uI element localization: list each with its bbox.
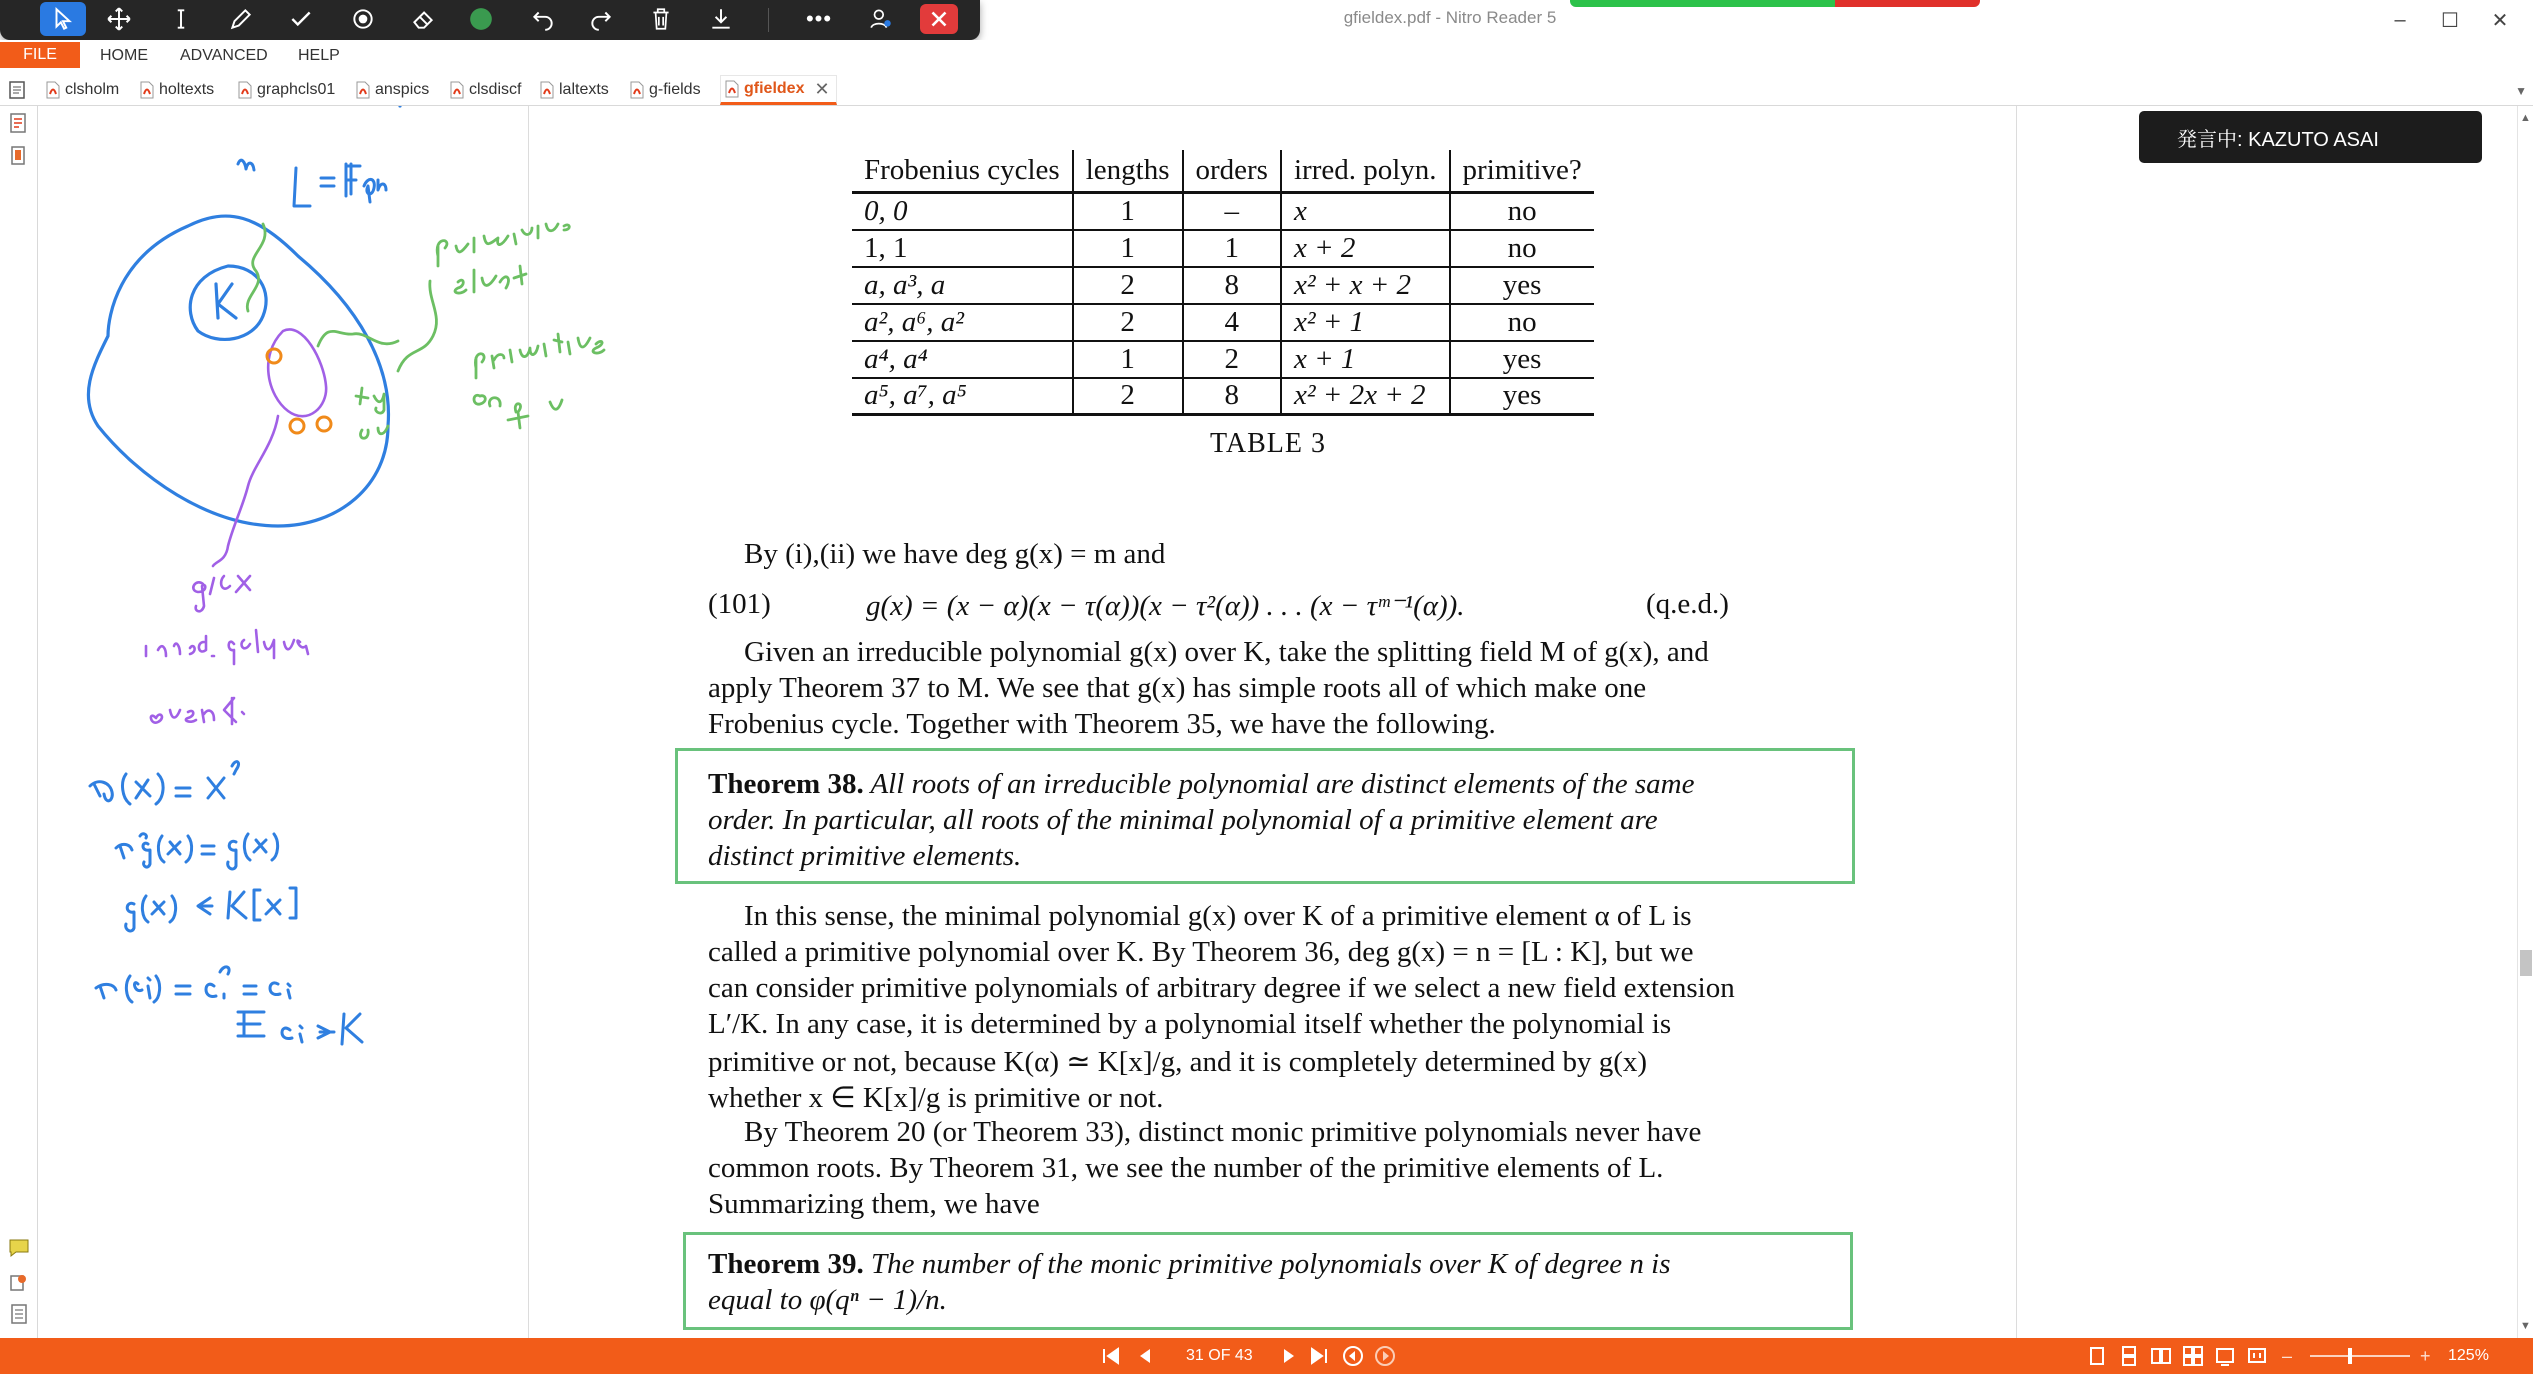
continuous-view-icon[interactable] [2118,1345,2140,1367]
table-cell: yes [1450,341,1594,378]
table-cell: 2 [1073,378,1183,415]
pdf-file-icon [238,81,252,99]
tab-label: clsdiscf [469,81,522,98]
first-page-icon[interactable] [1100,1345,1122,1367]
paragraph-line: apply Theorem 37 to M. We see that g(x) has simple roots all of which make one [708,672,1647,704]
fit-page-icon[interactable] [2246,1345,2268,1367]
window-title: gfieldex.pdf - Nitro Reader 5 [1343,8,1557,27]
maximize-button[interactable]: ☐ [2441,9,2459,32]
select-tool-button[interactable] [40,2,86,36]
left-side-panel [0,106,38,1338]
blue-field-sketch [88,106,400,526]
paragraph-line: called a primitive polynomial over K. By Theorem 36, deg g(x) = n = [L : K], but we [708,936,1694,968]
table-cell: 1 [1183,230,1281,267]
pages-icon[interactable] [7,144,31,168]
menu-advanced[interactable]: ADVANCED [180,47,268,64]
ink-annotations [38,106,738,1106]
text-tool-button[interactable] [158,2,204,36]
paragraph-line: In this sense, the minimal polynomial g(x) over K of a primitive element α of L is [744,900,1692,932]
table-cell: 0, 0 [852,193,1073,230]
menu-help[interactable]: HELP [298,47,340,64]
stamp-tool-button[interactable] [340,2,386,36]
share-user-button[interactable] [858,2,904,36]
scroll-thumb[interactable] [2520,950,2532,976]
equation-number: (101) [708,588,771,620]
vertical-scrollbar[interactable] [2517,106,2533,1338]
zoom-in-button[interactable]: + [2420,1346,2431,1366]
theorem-38-line: distinct primitive elements. [708,840,1022,872]
table-cell: x + 1 [1281,341,1450,378]
theorem-38-line [708,768,1694,801]
pdf-file-icon [540,81,554,99]
tabs-dropdown-icon[interactable]: ▼ [2515,84,2527,98]
table-cell: 1, 1 [852,230,1073,267]
facing-view-icon[interactable] [2150,1345,2172,1367]
tab-label: g-fields [649,81,701,98]
meeting-progress-red [1835,0,1980,7]
table-cell: yes [1450,378,1594,415]
pdf-file-icon [630,81,644,99]
toolbar-close-button[interactable] [920,4,958,34]
equation: g(x) = (x − α)(x − τ(α))(x − τ²(α)) . . . (x − τᵐ⁻¹(α)). [866,590,1465,622]
paragraph-line: primitive or not, because K(α) ≃ K[x]/g, and it is completely determined by g(x) [708,1046,1648,1078]
back-view-icon[interactable] [1342,1345,1364,1367]
page-edge-right [2016,106,2017,1338]
pdf-file-icon [46,81,60,99]
paragraph-line: can consider primitive polynomials of arbitrary degree if we select a new field extension [708,972,1735,1004]
table-cell: 1 [1073,193,1183,230]
last-page-icon[interactable] [1308,1345,1330,1367]
color-picker-button[interactable] [458,2,504,36]
undo-button[interactable] [520,2,566,36]
fit-width-icon[interactable] [2214,1345,2236,1367]
table-cell: a⁴, a⁴ [852,341,1073,378]
color-dot-icon [468,6,494,32]
paragraph-line: Given an irreducible polynomial g(x) over K, take the splitting field M of g(x), and [744,636,1709,668]
table-cell: 4 [1183,304,1281,341]
table-cell: a⁵, a⁷, a⁵ [852,378,1073,415]
undo-icon [530,6,556,32]
tab-holtexts[interactable] [140,78,214,102]
select-icon [50,6,76,32]
comments-icon[interactable] [7,1236,31,1260]
table-cell: 2 [1183,341,1281,378]
theorem-38-line: order. In particular, all roots of the minimal polynomial of a primitive element are [708,804,1658,836]
pdf-file-icon [356,81,370,99]
forward-view-icon[interactable] [1374,1345,1396,1367]
table-cell: no [1450,304,1594,341]
paragraph-line: By (i),(ii) we have deg g(x) = m and [744,538,1166,570]
status-bar [0,1338,2533,1374]
share-user-icon [868,6,894,32]
table-cell: x [1281,193,1450,230]
table-row [852,341,1594,378]
menu-bar [0,40,2533,70]
single-page-view-icon[interactable] [2086,1345,2108,1367]
delete-button[interactable] [638,2,684,36]
table-cell: yes [1450,267,1594,304]
green-primitive-notes [247,224,604,438]
minimize-button[interactable]: – [2394,8,2406,31]
pdf-file-icon [450,81,464,99]
tab-clsholm[interactable] [46,78,119,102]
paragraph-line: common roots. By Theorem 31, we see the number of the primitive elements of L. [708,1152,1664,1184]
frobenius-table [852,150,1594,416]
paragraph-line: L′/K. In any case, it is determined by a polynomial itself whether the polynomial is [708,1008,1672,1040]
window-close-button[interactable]: ✕ [2491,9,2509,32]
page-view-icon[interactable] [8,80,26,100]
table-cell: no [1450,230,1594,267]
page-number[interactable]: 31 OF 43 [1186,1347,1253,1364]
tab-gfieldex[interactable] [720,75,837,105]
tab-g-fields[interactable] [630,78,701,102]
table-cell: a, a³, a [852,267,1073,304]
table-caption: TABLE 3 [1210,428,1326,459]
tab-label: holtexts [159,81,215,98]
table-header-row [852,150,1594,193]
table-cell: x² + x + 2 [1281,267,1450,304]
tab-clsdiscf[interactable] [450,78,521,102]
table-cell: 1 [1073,341,1183,378]
tab-graphcls01[interactable] [238,78,335,102]
table-cell: 2 [1073,304,1183,341]
table-row [852,378,1594,415]
previous-page-icon[interactable] [1134,1345,1156,1367]
redo-icon [588,6,614,32]
zoom-slider[interactable] [2310,1355,2410,1357]
pdf-file-icon [140,81,154,99]
blue-header-notes [238,160,386,206]
check-icon [288,6,314,32]
zoom-level[interactable]: 125% [2448,1347,2489,1364]
theorem-38-title: Theorem 38. [708,768,864,800]
header-primitive: primitive? [1450,150,1594,193]
table-row [852,230,1594,267]
zoom-slider-thumb[interactable] [2348,1348,2352,1364]
check-tool-button[interactable] [278,2,324,36]
pen-tool-button[interactable] [218,2,264,36]
blue-equations [90,762,362,1044]
table-row [852,193,1594,230]
table-cell: 2 [1073,267,1183,304]
facing-continuous-view-icon[interactable] [2182,1345,2204,1367]
header-orders: orders [1183,150,1281,193]
paragraph-line: whether x ∈ K[x]/g is primitive or not. [708,1082,1164,1114]
scroll-up-icon[interactable]: ▲ [2520,112,2531,124]
close-icon [926,6,952,32]
table-cell: 8 [1183,378,1281,415]
theorem-39-text: The number of the monic primitive polynomials over K of degree n is [870,1248,1671,1280]
next-page-icon[interactable] [1278,1345,1300,1367]
header-frobenius-cycles: Frobenius cycles [852,150,1073,193]
table-cell: x² + 2x + 2 [1281,378,1450,415]
menu-file[interactable]: FILE [0,42,80,68]
tab-laltexts[interactable] [540,78,609,102]
table-cell: no [1450,193,1594,230]
qed-mark: (q.e.d.) [1646,588,1729,620]
annotation-toolbar [0,0,980,40]
pen-icon [228,6,254,32]
redo-button[interactable] [578,2,624,36]
theorem-39-line [708,1248,1671,1281]
zoom-out-button[interactable]: – [2282,1346,2293,1366]
download-button[interactable] [698,2,744,36]
table-row [852,304,1594,341]
download-icon [708,6,734,32]
text-cursor-icon [168,6,194,32]
table-cell: a², a⁶, a² [852,304,1073,341]
paragraph-line: Frobenius cycle. Together with Theorem 35, we have the following. [708,708,1496,740]
move-tool-button[interactable] [96,2,142,36]
attachments-icon[interactable] [7,1270,31,1294]
theorem-39-line: equal to φ(qⁿ − 1)/n. [708,1284,947,1316]
document-tabs [0,72,2533,106]
layers-icon[interactable] [7,1302,31,1326]
more-button[interactable]: ••• [805,6,833,31]
table-cell: x² + 1 [1281,304,1450,341]
move-icon [106,6,132,32]
tab-label: anspics [375,81,430,98]
table-cell: – [1183,193,1281,230]
tab-anspics[interactable] [356,78,429,102]
table-cell: 1 [1073,230,1183,267]
meeting-progress-green [1570,0,1835,7]
tab-label: laltexts [559,81,609,98]
delete-icon [648,6,674,32]
tab-label: graphcls01 [257,81,336,98]
header-irred-polyn: irred. polyn. [1281,150,1450,193]
theorem-39-title: Theorem 39. [708,1248,864,1280]
eraser-tool-button[interactable] [400,2,446,36]
header-lengths: lengths [1073,150,1183,193]
tab-close-button[interactable]: ✕ [814,78,830,99]
eraser-icon [410,6,436,32]
tab-label: clsholm [65,81,120,98]
paragraph-line: Summarizing them, we have [708,1188,1040,1220]
scroll-down-icon[interactable]: ▼ [2520,1320,2531,1332]
stamp-icon [350,6,376,32]
purple-root-cycle [146,329,326,724]
speaking-indicator: 発言中: KAZUTO ASAI [2139,111,2482,163]
pdf-file-icon [725,80,739,98]
table-cell: x + 2 [1281,230,1450,267]
toolbar-separator [768,8,769,32]
table-cell: 8 [1183,267,1281,304]
menu-home[interactable]: HOME [100,47,148,64]
paragraph-line: By Theorem 20 (or Theorem 33), distinct monic primitive polynomials never have [744,1116,1702,1148]
tab-label: gfieldex [744,80,805,97]
table-row [852,267,1594,304]
bookmarks-icon[interactable] [7,112,31,136]
theorem-38-text: All roots of an irreducible polynomial are distinct elements of the same [870,768,1695,800]
